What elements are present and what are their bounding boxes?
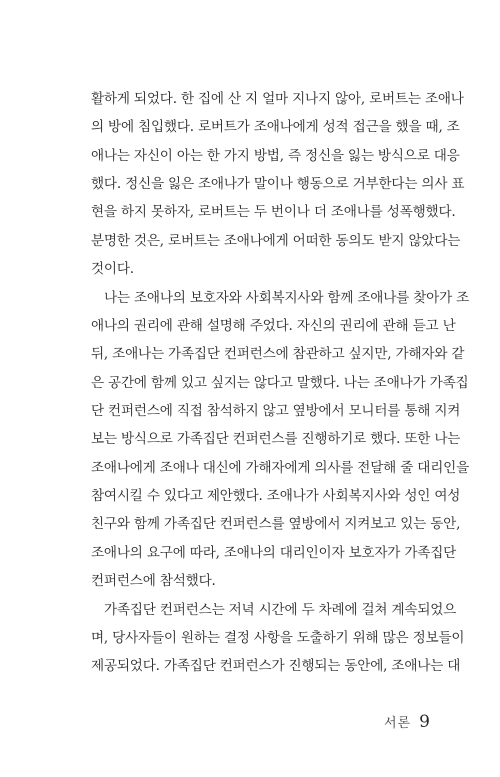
text-line: 했다. 정신을 잃은 조애나가 말이나 행동으로 거부한다는 의사 표: [91, 176, 465, 192]
text-line: 참여시킬 수 있다고 제안했다. 조애나가 사회복지사와 성인 여성: [91, 488, 461, 504]
text-line: 컨퍼런스에 참석했다.: [91, 573, 216, 589]
text-line: 현을 하지 못하자, 로버트는 두 번이나 더 조애나를 성폭행했다.: [91, 204, 456, 220]
text-line: 분명한 것은, 로버트는 조애나에게 어떠한 동의도 받지 않았다는: [91, 233, 461, 249]
text-line: 보는 방식으로 가족집단 컨퍼런스를 진행하기로 했다. 또한 나는: [91, 431, 461, 447]
text-line: 애나의 권리에 관해 설명해 주었다. 자신의 권리에 관해 듣고 난: [91, 318, 456, 334]
text-line: 며, 당사자들이 원하는 결정 사항을 도출하기 위해 많은 정보들이: [91, 630, 465, 646]
text-line: 활하게 되었다. 한 집에 산 지 얼마 지나지 않아, 로버트는 조애나: [91, 91, 464, 107]
running-footer-section: 서론: [383, 716, 412, 731]
text-line: 단 컨퍼런스에 직접 참석하지 않고 옆방에서 모니터를 통해 지켜: [91, 403, 461, 419]
text-line: 가족집단 컨퍼런스는 저녁 시간에 두 차례에 걸쳐 계속되었으: [104, 602, 457, 618]
text-line: 애나는 자신이 아는 한 가지 방법, 즉 정신을 잃는 방식으로 대응: [91, 148, 460, 164]
text-line: 나는 조애나의 보호자와 사회복지사와 함께 조애나를 찾아가 조: [104, 290, 470, 306]
page-footer: [384, 709, 430, 735]
text-line: 친구와 함께 가족집단 컨퍼런스를 옆방에서 지켜보고 있는 동안,: [91, 516, 461, 532]
page-number: 9: [419, 712, 430, 732]
text-line: 의 방에 침입했다. 로버트가 조애나에게 성적 접근을 했을 때, 조: [91, 119, 460, 135]
text-line: 조애나에게 조애나 대신에 가해자에게 의사를 전달해 줄 대리인을: [91, 460, 469, 476]
text-line: 것이다.: [91, 261, 134, 277]
text-line: 은 공간에 함께 있고 싶지는 않다고 말했다. 나는 조애나가 가족집: [91, 375, 469, 391]
text-line: 뒤, 조애나는 가족집단 컨퍼런스에 참관하고 싶지만, 가해자와 같: [91, 346, 465, 362]
text-line: 조애나의 요구에 따라, 조애나의 대리인이자 보호자가 가족집단: [91, 545, 457, 561]
text-line: 제공되었다. 가족집단 컨퍼런스가 진행되는 동안에, 조애나는 대: [91, 658, 461, 674]
